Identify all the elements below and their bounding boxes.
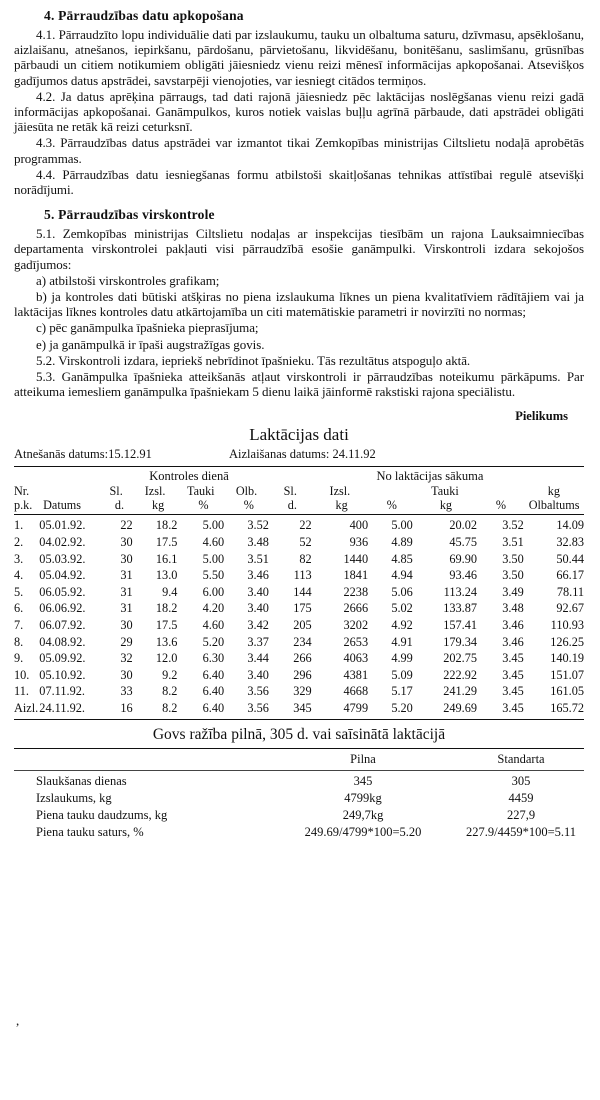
production-body [14, 773, 584, 841]
header-sl-d-2-unit: d. [287, 498, 297, 513]
row-protein-pct: 3.51 [247, 551, 269, 566]
row-protein-pct: 3.40 [247, 667, 269, 682]
row-protein-kg-total: 126.25 [550, 634, 585, 649]
row-milking-days: 31 [120, 584, 133, 599]
header-sl-d-1: Sl. [109, 484, 123, 499]
header-izsl-2-unit: kg [335, 498, 348, 513]
row-fat-pct-total: 4.91 [391, 634, 413, 649]
row-milking-days: 33 [120, 684, 133, 699]
row-fat-pct: 4.60 [202, 535, 225, 550]
production-row-full: 249,7kg [342, 807, 384, 822]
row-fat-pct-total: 4.99 [391, 651, 413, 666]
lactation-column-headers-row1 [14, 484, 584, 498]
row-fat-kg-total: 20.02 [449, 518, 478, 533]
production-row [14, 824, 584, 841]
section-5-item-e: e) ja ganāmpulkā ir īpaši augstražīgas govis. [36, 336, 265, 352]
section-5-paragraph-2: 5.2. Virskontroli izdara, iepriekš nebrīdinot īpašnieku. Tās rezultātus atspoguļo aktā. [36, 352, 471, 368]
row-fat-pct: 4.20 [202, 601, 225, 616]
row-fat-kg-total: 157.41 [443, 618, 478, 633]
header-datums [39, 484, 99, 498]
row-milking-days: 29 [120, 634, 133, 649]
row-protein-pct-total: 3.50 [502, 568, 524, 583]
row-protein-kg-total: 66.17 [556, 568, 585, 583]
row-protein-pct-total: 3.46 [502, 618, 524, 633]
row-yield: 18.2 [155, 601, 178, 616]
row-days-total: 296 [293, 667, 312, 682]
row-yield: 18.2 [155, 518, 178, 533]
row-protein-pct-total: 3.45 [502, 684, 524, 699]
row-fat-pct: 5.20 [202, 634, 225, 649]
row-date: 06.05.92. [39, 584, 86, 599]
production-row-standard: 305 [511, 773, 531, 788]
row-protein-kg-total: 78.11 [556, 584, 585, 599]
production-row [14, 773, 584, 790]
table-row [14, 617, 584, 634]
row-fat-pct: 6.40 [202, 667, 225, 682]
header-izsl-1: Izsl. [144, 484, 166, 499]
drying-date: Aizlaišanas datums: 24.11.92 [229, 447, 376, 462]
row-fat-kg-total: 69.90 [449, 551, 478, 566]
production-header-blank [14, 751, 268, 768]
section-4-paragraph-1: 4.1. Pārraudzīto lopu individuālie dati par izslaukumu, tauku un olbaltuma saturu, dzīvmasu, apsēklošanu, aizlaišanu, atnešanos, iepirkšanu, pārdošanu, pārvietošanu, likvidēšanu, bonitēšanu, saslimšanu, grūsnības pārbaudi un citiem notikumiem obligāti jāiesniedz vienu reizi mēnesī informācijas apkopošanai. Atsevišķos gadījumos datus apstrādei, savstarpēji vienojoties, var iesniegt citādos termiņos. [14, 27, 584, 88]
row-protein-pct-total: 3.50 [502, 551, 524, 566]
row-protein-pct-total: 3.45 [502, 701, 524, 715]
row-nr: 2. [14, 535, 24, 550]
row-days-total: 144 [293, 584, 312, 599]
row-yield: 17.5 [155, 618, 178, 633]
table-header-rule [14, 514, 584, 515]
table-row [14, 683, 584, 700]
row-nr: 7. [14, 618, 24, 633]
group-header-control-day: Kontroles dienā [149, 469, 229, 484]
row-date: 07.11.92. [39, 684, 85, 699]
header-olbaltums-2-unit: Olbaltums [528, 498, 580, 513]
header-tauki-pct-2-unit: % [386, 498, 397, 513]
group-header-since-start: No laktācijas sākuma [376, 469, 484, 484]
header-nr-2: p.k. [14, 498, 33, 513]
row-nr: 1. [14, 518, 24, 533]
section-4-paragraph-3: 4.3. Pārraudzības datus apstrādei var izmantot tikai Zemkopības ministrijas Ciltslietu nodaļā aprobētās programmas. [14, 135, 584, 166]
production-row [14, 790, 584, 807]
row-protein-kg-total: 50.44 [556, 551, 585, 566]
row-days-total: 22 [299, 518, 312, 533]
row-fat-pct: 5.00 [202, 551, 225, 566]
row-days-total: 205 [293, 618, 312, 633]
row-nr: 10. [14, 667, 30, 682]
row-yield: 8.2 [162, 684, 178, 699]
row-milking-days: 30 [120, 618, 133, 633]
row-nr: Aizl. [14, 701, 39, 715]
row-fat-pct-total: 5.17 [391, 684, 413, 699]
row-protein-pct-total: 3.46 [502, 634, 524, 649]
row-yield-total: 1440 [343, 551, 369, 566]
row-days-total: 329 [293, 684, 312, 699]
row-protein-kg-total: 165.72 [550, 701, 585, 715]
appendix-label: Pielikums [515, 409, 568, 424]
production-row-full: 249.69/4799*100=5.20 [304, 824, 422, 839]
row-protein-kg-total: 14.09 [556, 518, 585, 533]
row-fat-pct: 5.50 [202, 568, 225, 583]
header-sl-d-2: Sl. [283, 484, 297, 499]
lactation-rows [14, 517, 584, 716]
row-fat-pct: 4.60 [202, 618, 225, 633]
row-milking-days: 31 [120, 601, 133, 616]
table-row [14, 534, 584, 551]
table-row [14, 551, 584, 568]
row-fat-pct: 6.00 [202, 584, 225, 599]
lactation-group-headers [14, 469, 584, 484]
row-yield: 8.2 [162, 701, 178, 715]
row-fat-kg-total: 93.46 [449, 568, 478, 583]
row-protein-pct: 3.44 [247, 651, 269, 666]
header-olb-pct-2-unit: % [495, 498, 507, 513]
prod-header-rule [14, 770, 584, 771]
row-protein-pct: 3.56 [247, 701, 269, 715]
production-title: Govs ražība pilnā, 305 d. vai saīsinātā laktācijā [152, 725, 446, 743]
row-date: 04.08.92. [39, 634, 86, 649]
row-milking-days: 30 [120, 667, 133, 682]
row-yield-total: 3202 [343, 618, 369, 633]
row-fat-pct-total: 5.00 [391, 518, 413, 533]
row-yield: 12.0 [155, 651, 178, 666]
table-row [14, 517, 584, 534]
row-protein-kg-total: 161.05 [550, 684, 585, 699]
row-days-total: 345 [293, 701, 312, 715]
row-date: 05.09.92. [39, 651, 86, 666]
table-row [14, 634, 584, 651]
section-5-item-c: c) pēc ganāmpulka īpašnieka pieprasījuma; [36, 320, 259, 336]
row-yield: 13.0 [155, 568, 178, 583]
row-yield: 9.2 [162, 667, 178, 682]
header-tauki-kg-2-unit: kg [439, 498, 452, 513]
row-fat-kg-total: 222.92 [443, 667, 478, 682]
row-date: 05.10.92. [39, 667, 86, 682]
row-fat-kg-total: 179.34 [443, 634, 478, 649]
row-yield-total: 4381 [343, 667, 369, 682]
row-date: 05.03.92. [39, 551, 86, 566]
row-days-total: 234 [293, 634, 312, 649]
header-tauki-1: Tauki [186, 484, 215, 499]
production-table [14, 751, 584, 768]
production-row-label: Izslaukums, kg [36, 790, 112, 805]
row-yield-total: 2238 [343, 584, 369, 599]
row-protein-kg-total: 32.83 [556, 535, 585, 550]
row-days-total: 175 [293, 601, 312, 616]
header-olb-1-unit: % [243, 498, 254, 513]
table-top-rule [14, 466, 584, 467]
row-yield-total: 2653 [343, 634, 369, 649]
row-fat-pct-total: 4.85 [391, 551, 413, 566]
table-row [14, 700, 584, 717]
row-protein-pct-total: 3.45 [502, 667, 524, 682]
margin-mark: , [16, 1013, 20, 1028]
row-yield-total: 4063 [343, 651, 369, 666]
header-izsl-1-unit: kg [151, 498, 165, 513]
row-protein-pct: 3.52 [247, 518, 269, 533]
row-date: 05.01.92. [39, 518, 86, 533]
row-fat-pct-total: 4.92 [391, 618, 413, 633]
row-fat-pct: 6.30 [202, 651, 225, 666]
section-4-heading: 4. Pārraudzības datu apkopošana [44, 8, 244, 23]
row-nr: 6. [14, 601, 24, 616]
row-yield-total: 4799 [343, 701, 369, 715]
row-days-total: 82 [299, 551, 312, 566]
row-milking-days: 32 [120, 651, 133, 666]
row-fat-kg-total: 202.75 [443, 651, 478, 666]
calving-date: Atnešanās datums:15.12.91 [14, 447, 152, 462]
row-nr: 4. [14, 568, 24, 583]
row-date: 04.02.92. [39, 535, 86, 550]
row-protein-pct: 3.42 [247, 618, 269, 633]
section-5-item-b: b) ja kontroles dati būtiski atšķiras no piena izslaukuma līknes un piena kvalitatīviem rādītājiem vai ja laktācijas līknes kontroles datu atkārtojamība un citi matemātiskie parametri ir novirzīti no normas; [14, 289, 584, 320]
row-milking-days: 31 [120, 568, 133, 583]
row-protein-pct: 3.46 [247, 568, 269, 583]
row-fat-pct-total: 5.20 [391, 701, 413, 715]
header-olb-pct-2 [477, 484, 524, 498]
row-fat-pct: 5.00 [202, 518, 225, 533]
row-milking-days: 16 [120, 701, 133, 715]
production-row-standard: 227.9/4459*100=5.11 [465, 824, 577, 839]
row-days-total: 113 [293, 568, 312, 583]
row-yield-total: 400 [349, 518, 369, 533]
row-date: 06.07.92. [39, 618, 86, 633]
table-row [14, 584, 584, 601]
section-4-paragraph-4: 4.4. Pārraudzības datu iesniegšanas formu atbilstoši skaitļošanas tehnikas attīstībai regulē atsevišķi norādījumi. [14, 166, 584, 198]
production-row [14, 807, 584, 824]
row-milking-days: 22 [120, 518, 133, 533]
row-nr: 8. [14, 634, 24, 649]
row-date: 06.06.92. [39, 601, 86, 616]
row-fat-pct-total: 5.09 [391, 667, 413, 682]
production-header-standarta: Standarta [497, 751, 545, 766]
production-header-row [14, 751, 584, 768]
row-protein-kg-total: 151.07 [550, 667, 585, 682]
row-days-total: 52 [299, 535, 312, 550]
row-fat-kg-total: 113.24 [443, 584, 478, 599]
row-nr: 11. [14, 684, 29, 699]
lactation-dates [14, 447, 584, 462]
row-date: 05.04.92. [39, 568, 86, 583]
row-protein-pct-total: 3.51 [502, 535, 524, 550]
header-izsl-2: Izsl. [329, 484, 351, 499]
production-row-label: Piena tauku saturs, % [36, 824, 144, 839]
row-protein-pct: 3.48 [247, 535, 269, 550]
header-tauki-kg-2: Tauki [431, 484, 459, 499]
production-header-pilna: Pilna [350, 751, 376, 766]
row-fat-kg-total: 241.29 [443, 684, 478, 699]
row-yield-total: 2666 [343, 601, 369, 616]
row-yield: 9.4 [162, 584, 178, 599]
production-row-standard: 4459 [508, 790, 534, 805]
lactation-title: Laktācijas dati [249, 425, 349, 445]
row-protein-pct: 3.40 [247, 601, 269, 616]
row-protein-pct-total: 3.48 [502, 601, 524, 616]
row-protein-kg-total: 140.19 [550, 651, 585, 666]
section-5-item-a: a) atbilstoši virskontroles grafikam; [36, 272, 220, 288]
row-protein-pct: 3.56 [247, 684, 269, 699]
row-yield-total: 4668 [343, 684, 369, 699]
row-yield: 16.1 [155, 551, 178, 566]
production-row-full: 345 [353, 773, 373, 788]
row-fat-pct-total: 4.94 [391, 568, 413, 583]
row-fat-pct: 6.40 [202, 701, 225, 715]
production-row-full: 4799kg [344, 790, 382, 805]
row-fat-pct: 6.40 [202, 684, 225, 699]
row-protein-pct: 3.37 [247, 634, 269, 649]
header-nr-1: Nr. [14, 484, 30, 499]
row-fat-pct-total: 5.02 [391, 601, 413, 616]
row-nr: 5. [14, 584, 24, 599]
row-fat-pct-total: 4.89 [391, 535, 413, 550]
row-yield: 13.6 [155, 634, 178, 649]
section-5-paragraph-1: 5.1. Zemkopības ministrijas Ciltslietu nodaļas ar inspekcijas tiesībām un rajona Lauksaimniecības departamenta virskontrolei pakļauti visi pārraudzībā esošie ganāmpulki. Virskontroli izdara sekojošos gadījumos: [14, 226, 584, 272]
row-protein-kg-total: 110.93 [550, 618, 585, 633]
row-yield-total: 1841 [343, 568, 369, 583]
section-5-heading: 5. Pārraudzības virskontrole [44, 207, 215, 223]
section-4-paragraph-2: 4.2. Ja datus aprēķina pārraugs, tad dati rajonā jāiesniedz pēc laktācijas noslēgšanas vienu reizi gadā informācijas apkopošanai. Ganāmpulkos, kuros notiek vaislas buļļu agrīnā pārbaude, dati apstrādei obligāti jāiesūta ne retāk kā reizi ceturksnī. [14, 88, 584, 135]
row-fat-pct-total: 5.06 [391, 584, 413, 599]
row-fat-kg-total: 45.75 [449, 535, 478, 550]
production-row-label: Slaukšanas dienas [36, 773, 127, 788]
header-olb-1: Olb. [235, 484, 258, 499]
prod-top-rule [14, 748, 584, 749]
row-fat-kg-total: 133.87 [443, 601, 478, 616]
table-row [14, 650, 584, 667]
row-yield: 17.5 [155, 535, 178, 550]
header-tauki-1-unit: % [198, 498, 209, 513]
table-bottom-rule [14, 719, 584, 720]
header-sl-d-1-unit: d. [114, 498, 124, 513]
table-row [14, 600, 584, 617]
row-protein-pct: 3.40 [247, 584, 269, 599]
row-protein-pct-total: 3.52 [502, 518, 524, 533]
section-5-paragraph-3: 5.3. Ganāmpulka īpašnieka atteikšanās atļaut virskontroli ir pārraudzības noteikumu pārkāpums. Par atteikuma iemesliem ganāmpulka īpašniekam 5 dienu laikā jāinformē rakstiski rajona speciālistu. [14, 369, 584, 400]
header-olbaltums-2: kg [547, 484, 560, 499]
row-days-total: 266 [293, 651, 312, 666]
row-nr: 9. [14, 651, 24, 666]
row-protein-pct-total: 3.49 [502, 584, 524, 599]
table-row [14, 567, 584, 584]
header-tauki-pct-2 [368, 484, 413, 498]
row-fat-kg-total: 249.69 [443, 701, 478, 715]
header-datums-label: Datums [43, 498, 82, 513]
row-protein-pct-total: 3.45 [502, 651, 524, 666]
production-row-label: Piena tauku daudzums, kg [36, 807, 168, 822]
row-milking-days: 30 [120, 535, 133, 550]
lactation-column-headers-row2 [14, 498, 584, 512]
row-protein-kg-total: 92.67 [556, 601, 585, 616]
row-milking-days: 30 [120, 551, 133, 566]
row-nr: 3. [14, 551, 24, 566]
table-row [14, 667, 584, 684]
row-yield-total: 936 [349, 535, 369, 550]
row-date: 24.11.92. [39, 701, 85, 715]
production-row-standard: 227,9 [506, 807, 536, 822]
